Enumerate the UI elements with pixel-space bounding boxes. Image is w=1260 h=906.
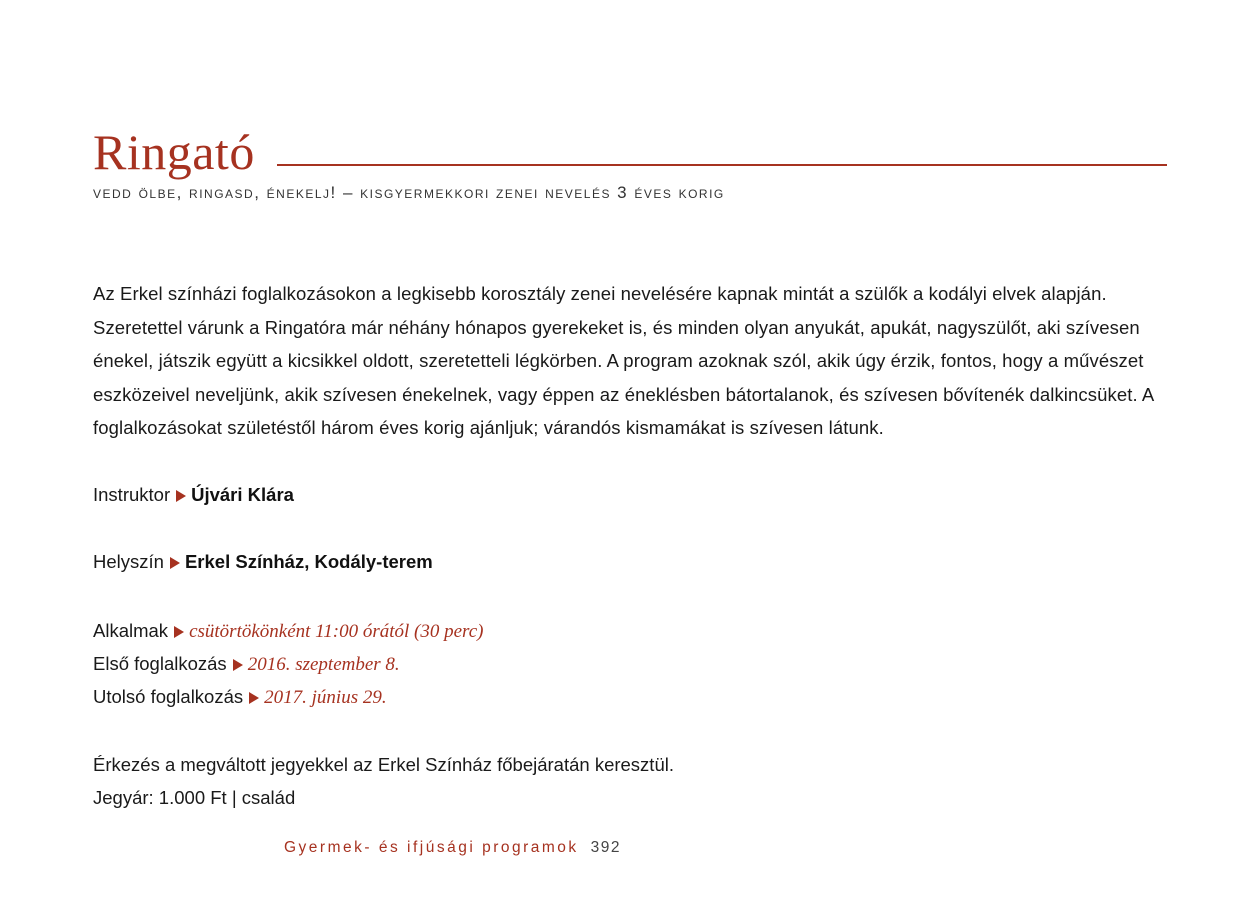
- venue-label: Helyszín: [93, 551, 164, 572]
- triangle-right-icon: [174, 626, 184, 638]
- arrival-note: Érkezés a megváltott jegyekkel az Erkel Színház főbejáratán keresztül.: [93, 754, 674, 775]
- occasions-label: Alkalmak: [93, 620, 169, 641]
- first-session-value: 2016. szeptember 8.: [247, 654, 400, 675]
- description-paragraph: Az Erkel színházi foglalkozásokon a legkisebb korosztály zenei nevelésére kapnak mintát a szülők a kodályi elvek alapján. Szeretettel várunk a Ringatóra már néhány hónapos gyerekeket is, és minden olyan anyukát, apukát, nagyszülőt, aki szívesen énekel, játszik együtt a kicsikkel oldott, szeretetteli légkörben. A program azoknak szól, akik úgy érzik, fontos, hogy a művészet eszközeivel neveljünk, akik szívesen énekelnek, vagy éppen az éneklésben bátortalanok, és szívesen bővítenék dalkincsüket. A foglalkozásokat születéstől három éves korig ajánljuk; várandós kismamákat is szívesen látunk.: [93, 283, 1154, 438]
- instructor-row: [93, 480, 294, 510]
- ticket-price: Jegyár: 1.000 Ft | család: [93, 787, 296, 808]
- page-title: Ringató: [93, 124, 255, 180]
- first-session-row: [93, 649, 400, 680]
- triangle-right-icon: [233, 659, 243, 671]
- title-rule: [277, 164, 1167, 166]
- instructor-value: Újvári Klára: [191, 484, 294, 505]
- last-session-value: 2017. június 29.: [264, 687, 387, 708]
- first-session-label: Első foglalkozás: [93, 653, 227, 674]
- page-footer: [284, 836, 621, 860]
- occasions-row: [93, 616, 484, 647]
- triangle-right-icon: [170, 557, 180, 569]
- title-row: [93, 124, 1167, 180]
- last-session-label: Utolsó foglalkozás: [93, 686, 244, 707]
- page-number: 392: [590, 839, 622, 856]
- footer-section-title: Gyermek- és ifjúsági programok: [284, 839, 579, 856]
- last-session-row: [93, 682, 387, 713]
- instructor-label: Instruktor: [93, 484, 171, 505]
- venue-row: [93, 547, 433, 577]
- page-subtitle: vedd ölbe, ringasd, énekelj! – kisgyermekkori zenei nevelés 3 éves korig: [93, 183, 725, 202]
- venue-value: Erkel Színház, Kodály-terem: [184, 551, 433, 572]
- triangle-right-icon: [176, 490, 186, 502]
- occasions-value: csütörtökönként 11:00 órától (30 perc): [189, 621, 484, 642]
- triangle-right-icon: [249, 692, 259, 704]
